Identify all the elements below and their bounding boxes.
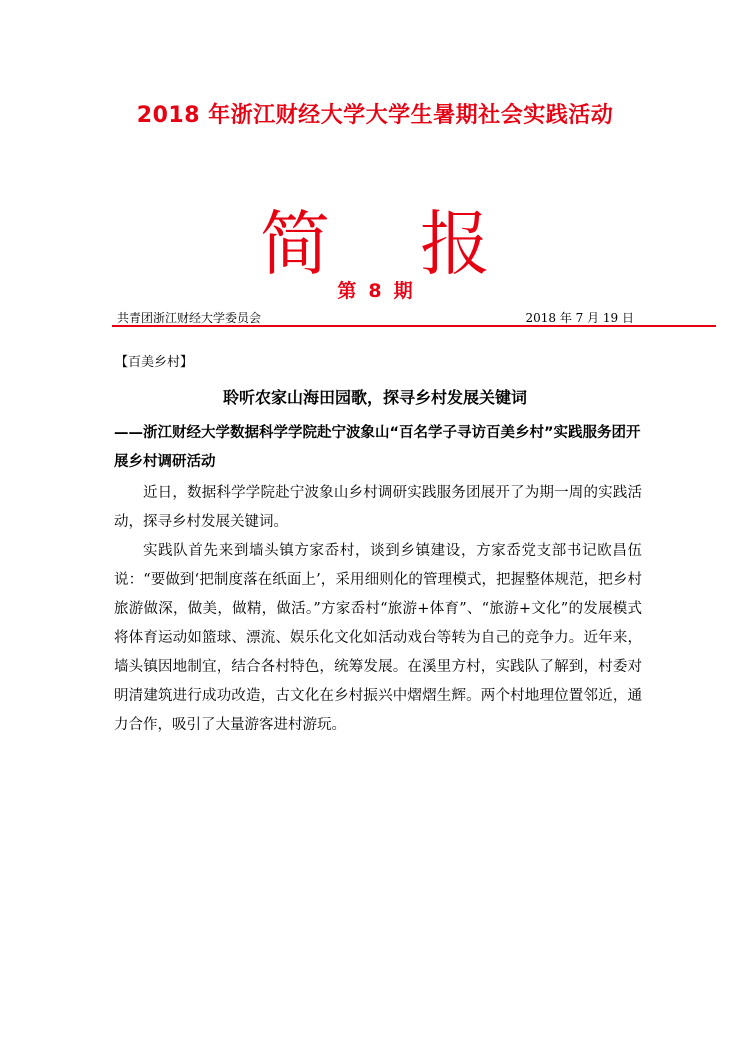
issue-number-line — [0, 276, 750, 303]
brief-masthead — [0, 188, 750, 289]
article-body — [114, 479, 642, 740]
brief-char-jian: 简 — [260, 203, 330, 285]
article-subtitle: ——浙江财经大学数据科学学院赴宁波象山“百名学子寻访百美乡村”实践服务团开展乡村调研活动 — [114, 425, 641, 470]
publish-date: 2018 年 7 月 19 日 — [525, 311, 634, 325]
brief-char-bao: 报 — [420, 203, 490, 285]
publication-meta — [117, 309, 634, 326]
issue-number: 8 — [368, 280, 382, 302]
column-tag: 【百美乡村】 — [115, 355, 194, 370]
article-title: 聆听农家山海田园歌，探寻乡村发展关键词 — [222, 388, 527, 407]
paragraph: 近日，数据科学学院赴宁波象山乡村调研实践服务团展开了为期一周的实践活动，探寻乡村发展关键词。 — [114, 485, 642, 530]
event-title: 2018 年浙江财经大学大学生暑期社会实践活动 — [136, 103, 614, 128]
issue-prefix: 第 — [337, 280, 357, 302]
header-divider — [112, 325, 716, 327]
publisher: 共青团浙江财经大学委员会 — [117, 311, 262, 325]
paragraph: 实践队首先来到墙头镇方家岙村，谈到乡镇建设，方家岙党支部书记欧昌伍说：“要做到‘把制度落在纸面上’，采用细则化的管理模式，把握整体规范，把乡村旅游做深，做美，做精，做活。”方家岙村“旅游+体育”、“旅游+文化”的发展模式将体育运动如篮球、漂流、娱乐化文化如活动戏台等转为自己的竞争力。近年来，墙头镇因地制宜，结合各村特色，统筹发展。在溪里方村，实践队了解到，村委对明清建筑进行成功改造，古文化在乡村振兴中熠熠生辉。两个村地理位置邻近，通力合作，吸引了大量游客进村游玩。 — [114, 543, 642, 733]
issue-suffix: 期 — [393, 280, 413, 302]
